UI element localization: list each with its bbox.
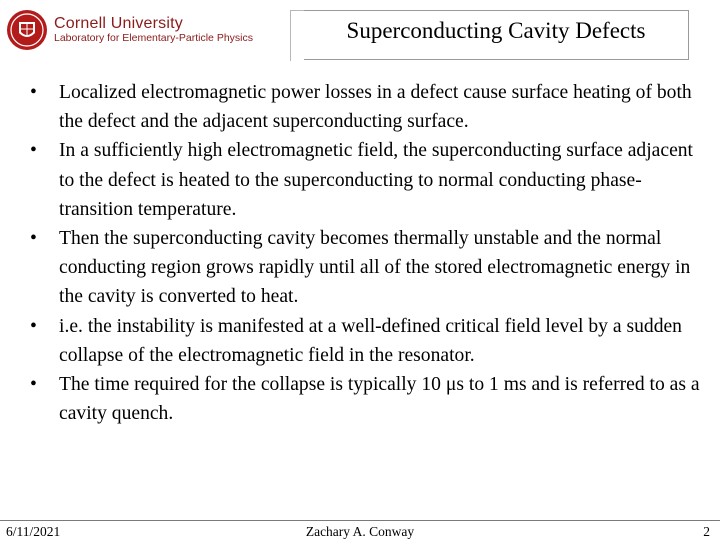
footer-divider	[0, 520, 720, 521]
bullet-glyph: •	[30, 82, 37, 103]
title-frame-accent	[290, 10, 305, 61]
bullet-item	[22, 78, 702, 136]
bullet-text: In a sufficiently high electromagnetic field, the superconducting surface adjacent to the defect is heated to the superconducting to normal conducting phase-transition temperature.	[59, 140, 694, 220]
page-number: 2	[703, 524, 710, 539]
logo-subtitle: Laboratory for Elementary-Particle Physics	[54, 31, 253, 44]
bullet-glyph: •	[30, 315, 37, 337]
slide-header	[0, 0, 720, 60]
bullet-list	[22, 78, 702, 428]
bullet-text: The time required for the collapse is typically 10 μs to 1 ms and is referred to as a cavity quench.	[59, 374, 700, 425]
slide-body	[22, 78, 702, 428]
cornell-logo	[6, 8, 306, 52]
slide-title: Superconducting Cavity Defects	[346, 18, 646, 43]
bullet-text: i.e. the instability is manifested at a well-defined critical field level by a sudden collapse of the electromagnetic field in the resonator.	[59, 315, 682, 366]
bullet-glyph: •	[30, 374, 37, 396]
cornell-seal-icon	[6, 9, 48, 51]
bullet-glyph: •	[30, 140, 37, 162]
bullet-text: Then the superconducting cavity becomes thermally unstable and the normal conducting region grows rapidly until all of the stored electromagnetic energy in the cavity is converted to heat.	[59, 228, 691, 308]
bullet-item	[22, 370, 702, 428]
footer-author: Zachary A. Conway	[305, 524, 415, 539]
bullet-item	[22, 136, 702, 224]
bullet-item	[22, 312, 702, 370]
footer-date: 6/11/2021	[6, 524, 61, 539]
bullet-item	[22, 224, 702, 312]
slide-footer	[0, 524, 720, 540]
bullet-glyph: •	[30, 228, 37, 250]
bullet-text: Localized electromagnetic power losses in a defect cause surface heating of both the defect and the adjacent superconducting surface.	[59, 82, 692, 133]
logo-name: Cornell University	[54, 15, 183, 33]
